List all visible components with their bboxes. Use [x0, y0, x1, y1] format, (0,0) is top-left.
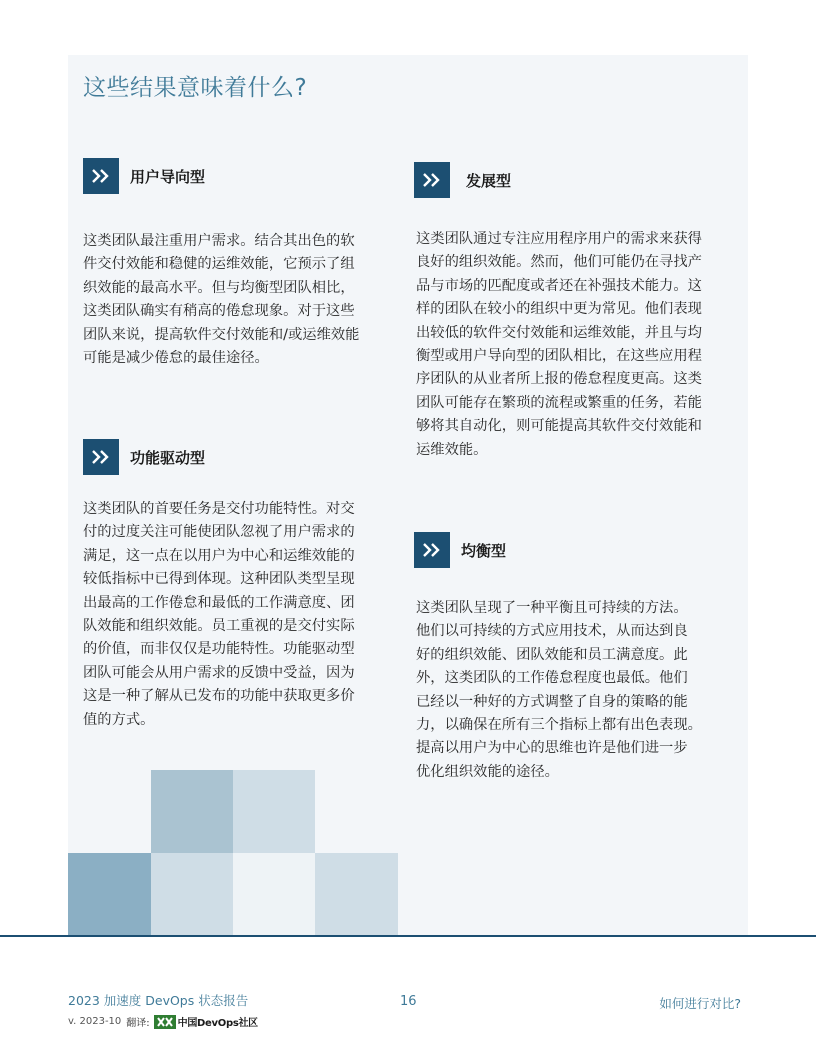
decorative-block — [233, 853, 315, 935]
decorative-block — [151, 770, 233, 853]
logo-text: 中国DevOps社区 — [177, 1018, 258, 1029]
decorative-block — [315, 853, 398, 935]
text-line: 良好的组织效能。然而，他们可能仍在寻找产 — [416, 254, 702, 271]
text-line: 这是一种了解从已发布的功能中获取更多价 — [83, 688, 355, 705]
text-line: 提高以用户为中心的思维也许是他们进一步 — [416, 740, 688, 757]
page-number: 16 — [400, 994, 417, 1009]
text-line: 衡型或用户导向型的团队相比，在这些应用程 — [416, 348, 702, 365]
text-line: 已经以一种好的方式调整了自身的策略的能 — [416, 693, 688, 710]
footer-version-line — [68, 1014, 258, 1029]
text-line: 运维效能。 — [416, 441, 488, 458]
text-line: 出最高的工作倦怠和最低的工作满意度、团 — [83, 594, 355, 611]
text-line: 值的方式。 — [83, 711, 155, 728]
text-line: 外，这类团队的工作倦怠程度也最低。他们 — [416, 670, 688, 687]
footer-report-title: 2023 加速度 DevOps 状态报告 — [68, 993, 249, 1008]
section-header-developing — [414, 162, 511, 198]
text-line: 这类团队呈现了一种平衡且可持续的方法。 — [416, 600, 688, 616]
text-line: 他们以可持续的方式应用技术，从而达到良 — [416, 623, 688, 640]
text-line: 好的组织效能、团队效能和员工满意度。此 — [416, 646, 688, 663]
section-body-balanced — [416, 597, 741, 784]
text-line: 出较低的软件交付效能和运维效能，并且与均 — [416, 324, 702, 341]
text-line: 织效能的最高水平。但与均衡型团队相比， — [83, 279, 355, 296]
footer-nav-link[interactable]: 如何进行对比? — [659, 996, 741, 1011]
double-chevron-right-icon — [83, 439, 119, 475]
text-line: 这类团队通过专注应用程序用户的需求来获得 — [416, 231, 702, 247]
text-line: 这类团队最注重用户需求。结合其出色的软 — [83, 233, 355, 249]
section-title-developing: 发展型 — [466, 171, 512, 190]
text-line: 较低指标中已得到体现。这种团队类型呈现 — [83, 571, 355, 588]
page-title: 这些结果意味着什么? — [83, 75, 308, 101]
text-line: 优化组织效能的途径。 — [416, 763, 559, 780]
footer-divider — [0, 935, 816, 937]
double-chevron-right-icon — [83, 158, 119, 194]
text-line: 满足，这一点在以用户为中心和运维效能的 — [83, 547, 355, 564]
text-line: 团队来说，提高软件交付效能和/或运维效能 — [83, 326, 360, 343]
text-line: 付的过度关注可能使团队忽视了用户需求的 — [83, 524, 355, 541]
section-header-feature-driven — [83, 439, 205, 475]
section-header-balanced — [414, 532, 506, 568]
devops-community-logo — [154, 1014, 258, 1029]
section-body-developing — [416, 228, 741, 462]
section-body-user-centric — [83, 230, 398, 370]
translation-label: 翻译: — [126, 1018, 150, 1029]
text-line: 团队可能存在繁琐的流程或繁重的任务，若能 — [416, 394, 702, 411]
text-line: 可能是减少倦怠的最佳途径。 — [83, 350, 269, 367]
section-title-user-centric: 用户导向型 — [130, 167, 206, 186]
text-line: 样的团队在较小的组织中更为常见。他们表现 — [416, 301, 702, 318]
text-line: 件交付效能和稳健的运维效能，它预示了组 — [83, 256, 355, 273]
text-line: 的价值，而非仅仅是功能特性。功能驱动型 — [83, 641, 355, 658]
double-chevron-right-icon — [414, 162, 450, 198]
text-line: 力，以确保在所有三个指标上都有出色表现。 — [416, 717, 702, 734]
version-label: v. 2023-10 — [68, 1016, 122, 1027]
text-line: 这类团队的首要任务是交付功能特性。对交 — [83, 501, 355, 517]
text-line: 这类团队确实有稍高的倦怠现象。对于这些 — [83, 303, 355, 320]
text-line: 团队可能会从用户需求的反馈中受益，因为 — [83, 664, 355, 681]
section-body-feature-driven — [83, 498, 398, 732]
section-title-balanced: 均衡型 — [461, 541, 507, 560]
text-line: 够将其自动化，则可能提高其软件交付效能和 — [416, 418, 702, 435]
text-line: 序团队的从业者所上报的倦怠程度更高。这类 — [416, 371, 702, 388]
decorative-block — [68, 853, 151, 935]
double-chevron-right-icon — [414, 532, 450, 568]
section-title-feature-driven: 功能驱动型 — [130, 448, 206, 467]
decorative-block — [151, 853, 233, 935]
text-line: 队效能和组织效能。员工重视的是交付实际 — [83, 618, 355, 635]
section-header-user-centric — [83, 158, 205, 194]
devops-logo-icon — [154, 1015, 176, 1029]
decorative-block — [233, 770, 315, 853]
text-line: 品与市场的匹配度或者还在补强技术能力。这 — [416, 277, 702, 294]
